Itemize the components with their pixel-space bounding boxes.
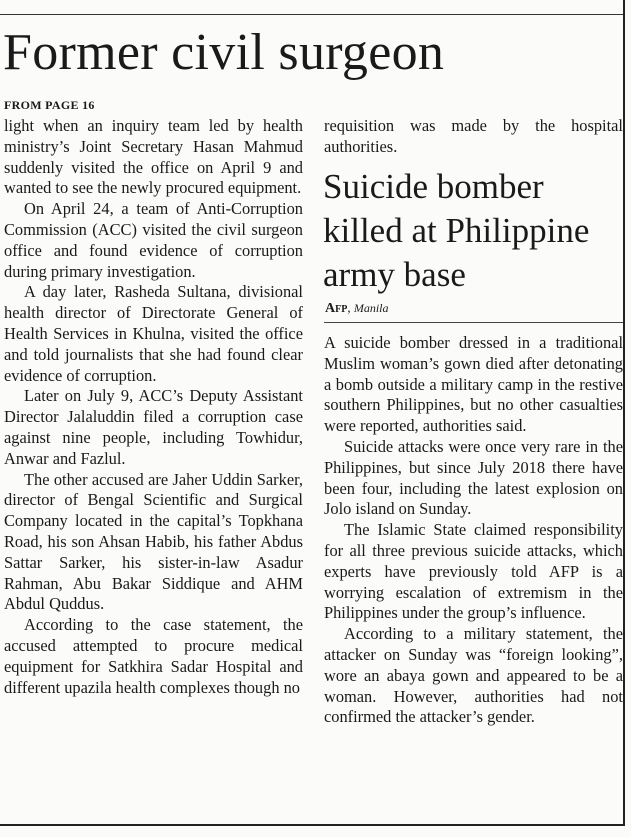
byline-rule (324, 322, 623, 323)
story-paragraph: Later on July 9, ACC’s Deputy Assistant Director Jalaluddin filed a corruption case against nine people, including Towhidur, Anwar and Fazlul. (4, 386, 303, 468)
story-paragraph: According to the case statement, the accused attempted to procure medical equipment for Satkhira Sadar Hospital and different upazila health complexes though no (4, 615, 303, 697)
story-paragraph: The Islamic State claimed responsibility for all three previous suicide attacks, which experts have previously told AFP is a worrying escalation of extremism in the Philippines under the group’s influence. (324, 520, 623, 623)
second-story-column (324, 333, 623, 728)
dateline: Afp, Manila (325, 300, 389, 316)
news-agency: Afp (325, 301, 348, 316)
story-paragraph: Suicide attacks were once very rare in the Philippines, but since July 2018 there have been four, including the latest explosion on Jolo island on Sunday. (324, 436, 623, 519)
story-paragraph: A day later, Rasheda Sultana, divisional health director of Directorate General of Health Services in Khulna, visited the office and told journalists that she had found clear evidence of corruption. (4, 282, 303, 385)
story-paragraph: requisition was made by the hospital authorities. (324, 116, 623, 156)
top-rule (0, 14, 623, 15)
main-story-continuation (324, 116, 623, 158)
story-paragraph: According to a military statement, the attacker on Sunday was “foreign looking”, wore an abaya gown and appeared to be a woman. However, authorities had not confirmed the attacker’s gender. (324, 624, 623, 727)
second-headline: Suicide bomber killed at Philippine army base (323, 167, 590, 294)
main-headline: Former civil surgeon (3, 24, 445, 81)
dateline-location: Manila (353, 301, 389, 315)
story-paragraph: On April 24, a team of Anti-Corruption Commission (ACC) visited the civil surgeon office and found evidence of corruption during primary investigation. (4, 199, 303, 281)
jump-line: FROM PAGE 16 (4, 98, 95, 112)
main-story-column (4, 116, 303, 698)
story-paragraph: light when an inquiry team led by health ministry’s Joint Secretary Hasan Mahmud suddenly visited the office on April 9 and wanted to see the newly procured equipment. (4, 116, 303, 198)
story-paragraph: The other accused are Jaher Uddin Sarker, director of Bengal Scientific and Surgical Company located in the capital’s Topkhana Road, his son Ahsan Habib, his father Abdus Sattar Sarker, his sister-in-law Asadur Rahman, Abu Bakar Siddique and AHM Abdul Quddus. (4, 469, 303, 614)
story-paragraph: A suicide bomber dressed in a traditional Muslim woman’s gown died after detonating a bomb outside a military camp in the restive southern Philippines, but no other casualties were reported, authorities said. (324, 333, 623, 436)
